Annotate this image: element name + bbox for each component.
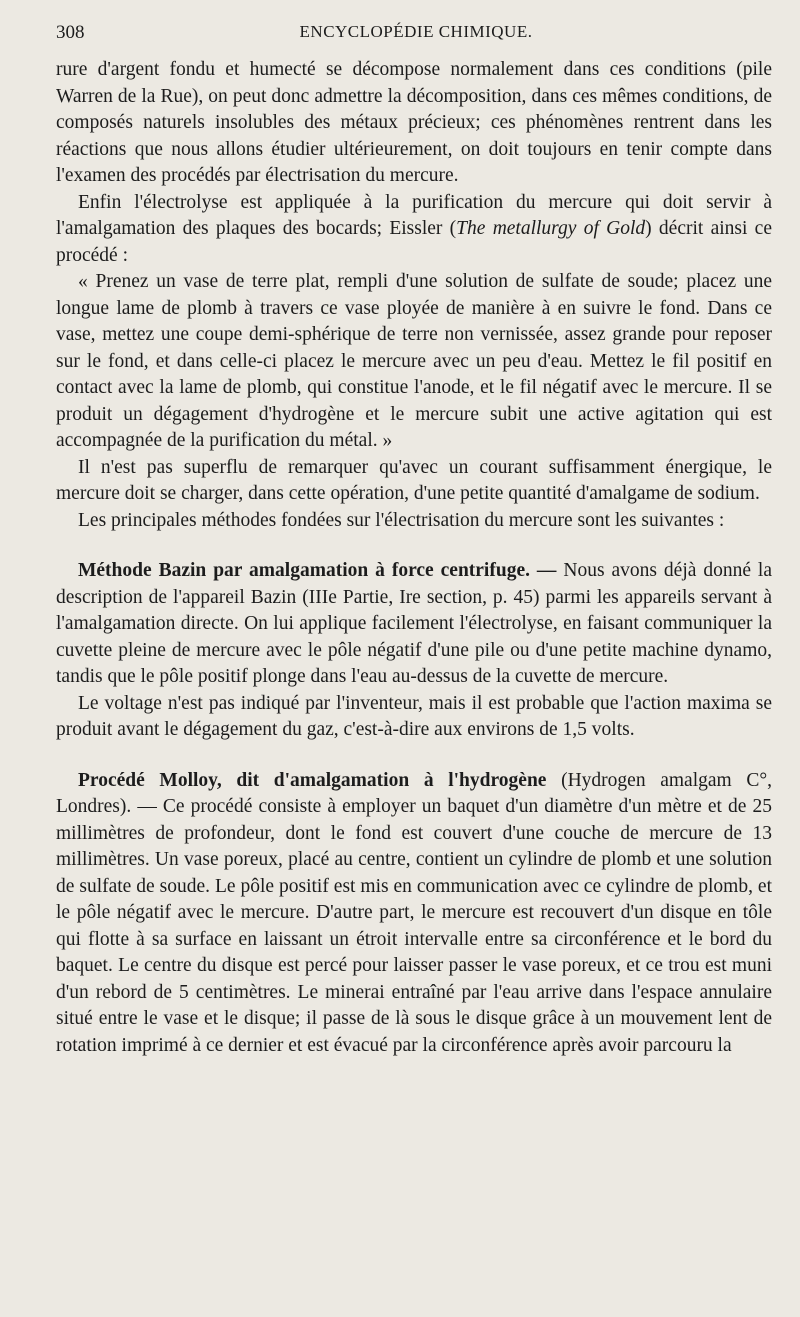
section-molloy (56, 768, 772, 1060)
paragraph-methods-intro: Les principales méthodes fondées sur l'électrisation du mercure sont les suivantes : (78, 509, 725, 531)
paragraph-continuation: rure d'argent fondu et humecté se décompose normalement dans ces conditions (pile Warren de la Rue), on peut donc admettre la décomposition, dans ces mêmes conditions, de composés naturels insolubles des métaux précieux; ces phénomènes rentrent dans les réactions que nous allons étudier ultérieurement, on doit toujours en tenir compte dans l'examen des procédés par électrisation du mercure. (56, 59, 772, 186)
page-header (56, 22, 776, 52)
section-heading: Procédé Molloy, dit d'amalgamation à l'hydrogène (78, 769, 547, 791)
paragraph-text: Enfin l'électrolyse est appliquée à la purification du mercure qui doit servir à l'amalgamation des plaques des bocards; Eissler ( (56, 191, 772, 239)
paragraph-remark: Il n'est pas superflu de remarquer qu'avec un courant suffisamment énergique, le mercure doit se charger, dans cette opération, d'une petite quantité d'amalgame de sodium. (56, 456, 772, 504)
page-number: 308 (56, 22, 85, 43)
section-heading: Méthode Bazin par amalgamation à force centrifuge. — (78, 560, 557, 581)
section-text: (Hydrogen amalgam C°, Londres). — Ce procédé consiste à employer un baquet d'un diamètre d'un mètre et de 25 millimètres de profondeur, dont le fond est couvert d'une couche de mercure de 13 millimètres. Un vase poreux, placé au centre, contient un cylindre de plomb et une solution de sulfate de soude. Le pôle positif est mis en communication avec ce cylindre de plomb, et le pôle négatif avec le mercure. D'autre part, le mercure est recouvert d'un disque en tôle qui flotte à sa surface en laissant un étroit intervalle entre sa circonférence et le bord du baquet. Le centre du disque est percé pour laisser passer le vase poreux, et ce trou est muni d'un rebord de 5 centimètres. Le minerai entraîné par l'eau arrive dans l'espace annulaire situé entre le vase et le disque; il passe de là sous le disque grâce à un mouvement lent de rotation imprimé à ce dernier et est évacué par la circonférence après avoir parcouru la (56, 769, 773, 1056)
book-title: The metallurgy of Gold (456, 218, 646, 239)
paragraph-text: ) décrit ainsi ce procédé : (56, 218, 772, 266)
running-title: ENCYCLOPÉDIE CHIMIQUE. (299, 22, 533, 41)
paragraph-electrolysis (56, 190, 772, 270)
section-text: Nous avons déjà donné la description de l'appareil Bazin (IIIe Partie, Ire section, p. 45) parmi les appareils servant à l'amalgamation directe. On lui applique facilement l'électrolyse, en faisant communiquer la cuvette pleine de mercure avec le pôle négatif d'une pile ou d'une petite machine dynamo, tandis que le pôle positif plonge dans l'eau au-dessus de la cuvette de mercure. (56, 560, 773, 687)
section-bazin (56, 558, 772, 691)
section-spacer (56, 744, 772, 768)
quotation-paragraph: « Prenez un vase de terre plat, rempli d'une solution de sulfate de soude; placez une longue lame de plomb à travers ce vase ployée de manière à en suivre le fond. Dans ce vase, mettez une coupe demi-sphérique de terre non vernissée, assez grande pour reposer sur le fond, et dans celle-ci placez le mercure avec un peu d'eau. Mettez le fil positif en contact avec la lame de plomb, qui constitue l'anode, et le fil négatif avec le mercure. Il se produit un dégagement d'hydrogène et le mercure subit une active agitation qui est accompagnée de la purification du métal. » (56, 271, 772, 451)
page-body (56, 57, 772, 1059)
paragraph-voltage: Le voltage n'est pas indiqué par l'inventeur, mais il est probable que l'action maxima se produit avant le dégagement du gaz, c'est-à-dire aux environs de 1,5 volts. (56, 692, 772, 740)
section-spacer (56, 534, 772, 558)
